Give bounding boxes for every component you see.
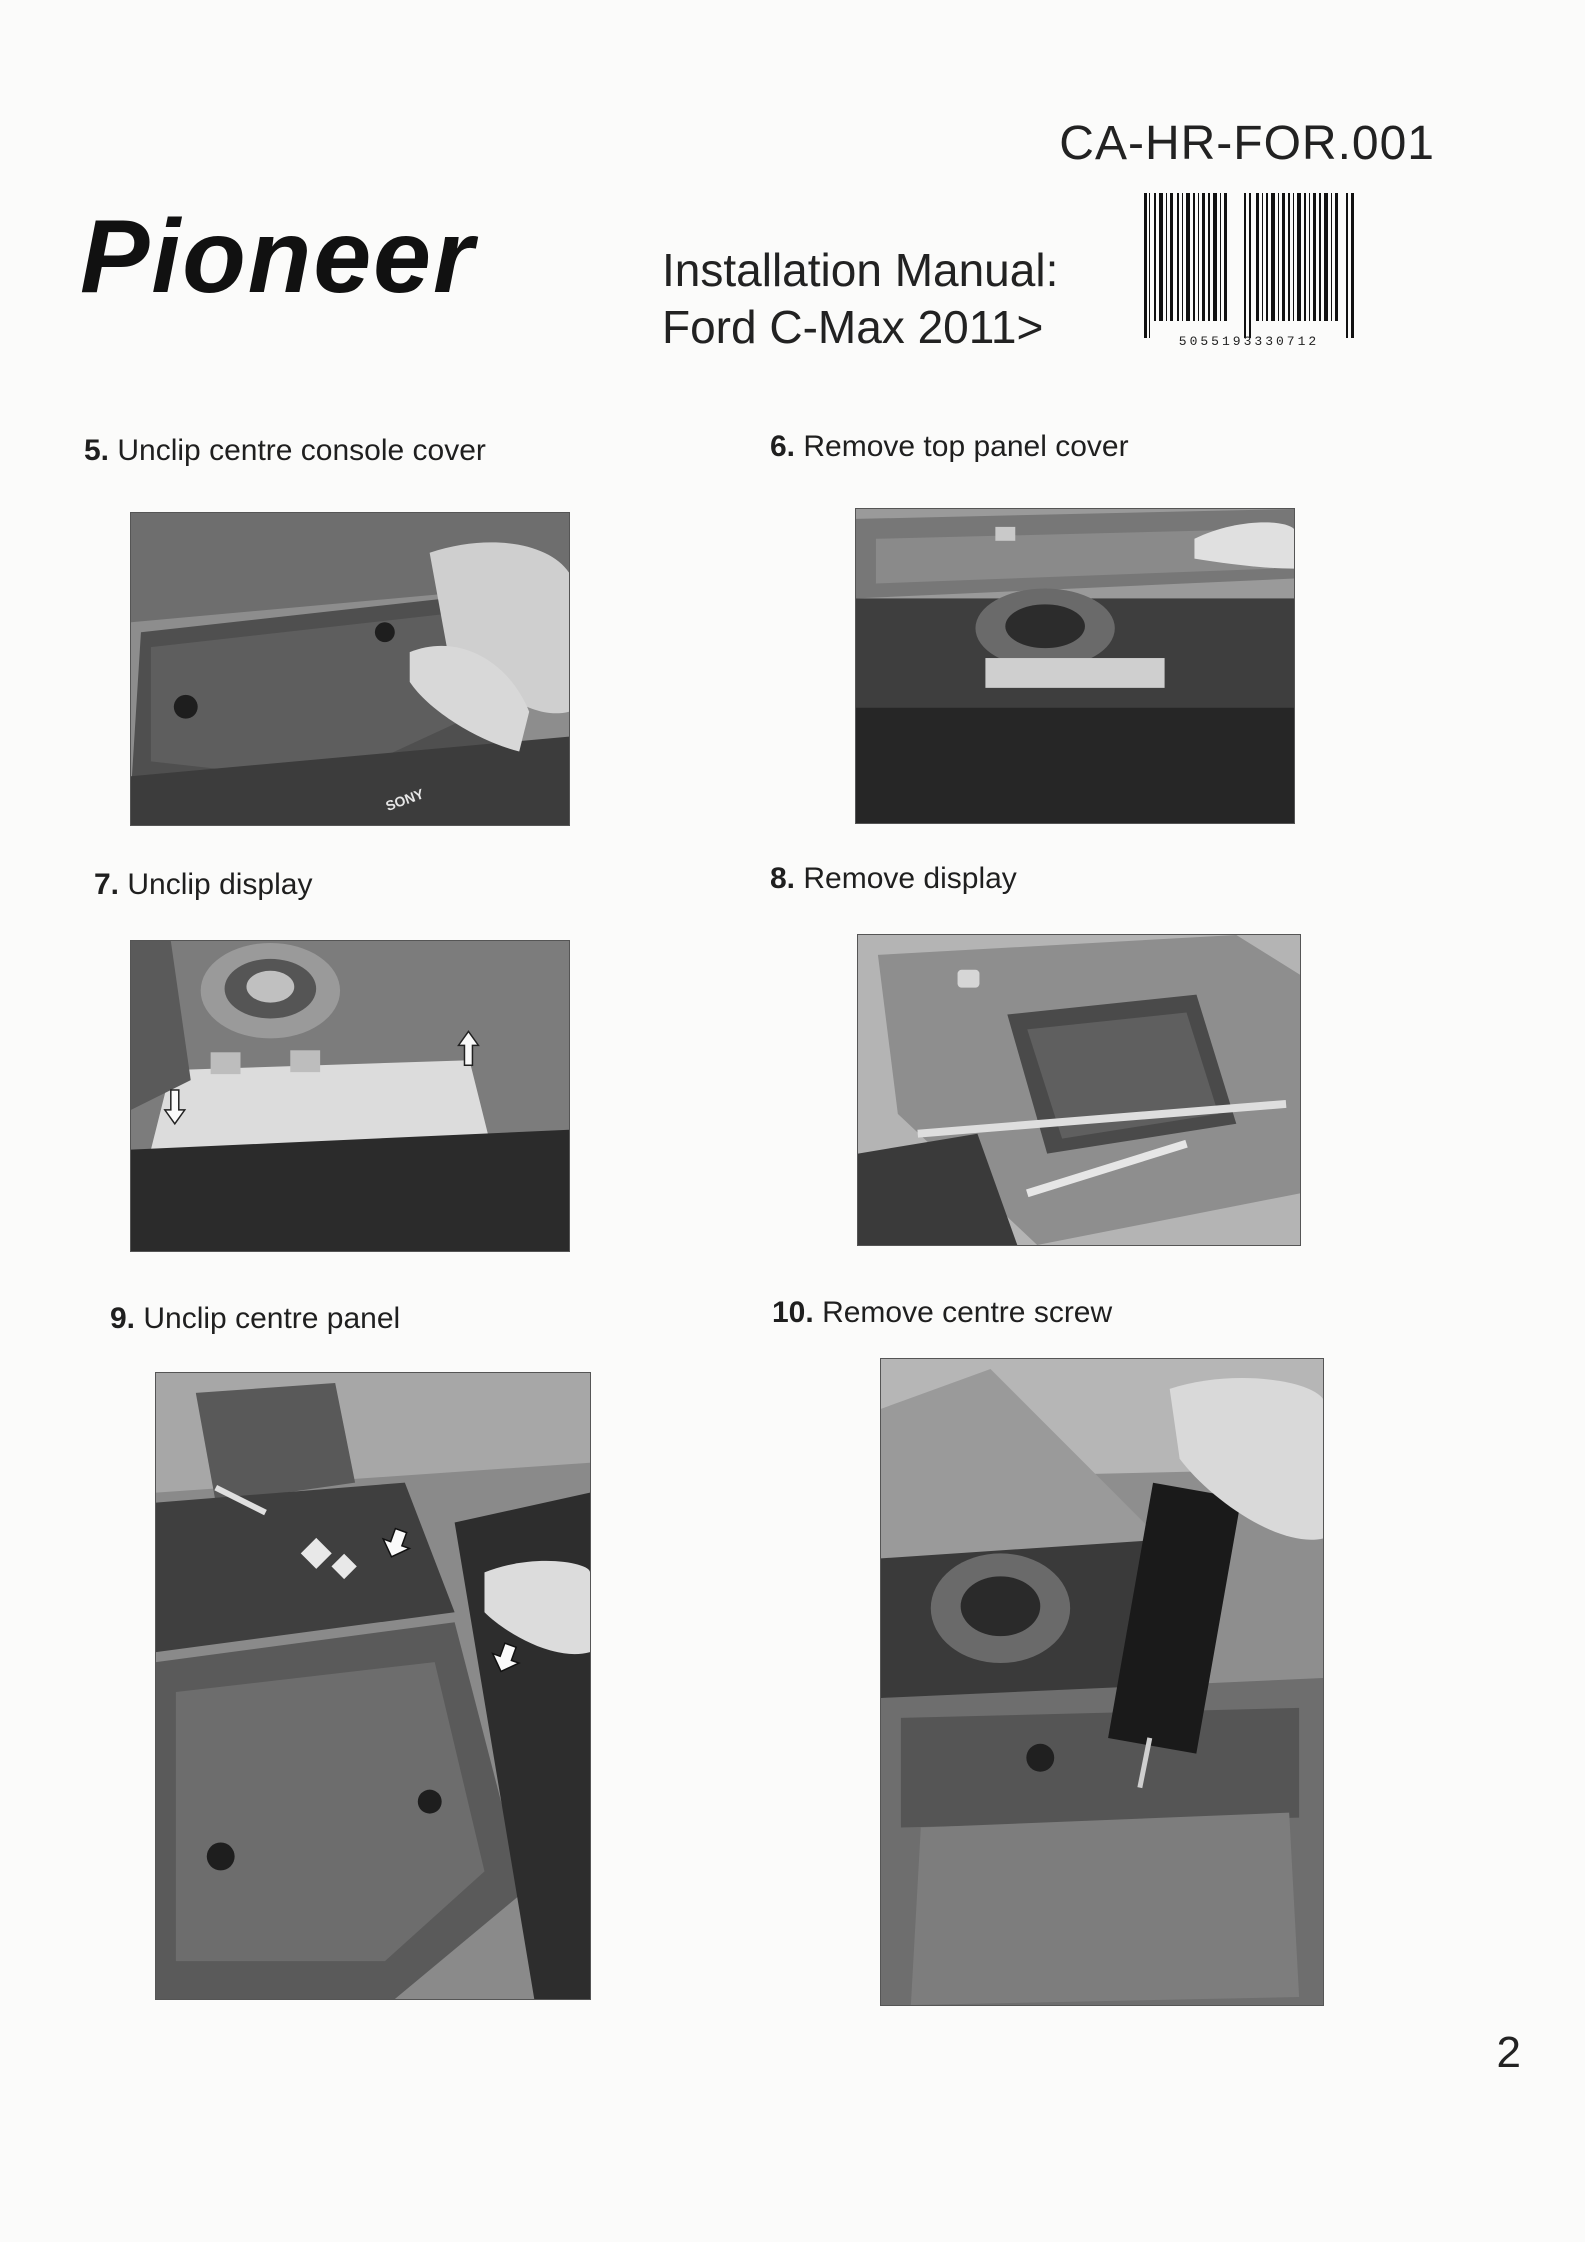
step-label: Remove centre screw: [822, 1296, 1113, 1329]
step-7-caption: [94, 868, 312, 902]
manual-title: Installation Manual:: [662, 244, 1059, 296]
step-8-caption: [770, 862, 1017, 896]
step-number: 5.: [84, 434, 110, 467]
barcode: [1140, 193, 1358, 353]
step-10-caption: [772, 1296, 1112, 1330]
svg-text:SONY: SONY: [383, 785, 426, 814]
step-number: 9.: [110, 1302, 136, 1335]
step-9-caption: [110, 1302, 400, 1336]
step-number: 8.: [770, 862, 796, 895]
page-number: 2: [1496, 2028, 1521, 2077]
document-code: CA-HR-FOR.001: [1059, 117, 1435, 170]
step-label: Unclip display: [127, 868, 313, 901]
step-6-photo: [855, 508, 1295, 824]
step-6-caption: [770, 430, 1129, 464]
svg-text:5055193330712: 5055193330712: [1178, 334, 1320, 349]
manual-subtitle: Ford C-Max 2011>: [662, 301, 1044, 353]
step-10-photo: [880, 1358, 1324, 2006]
step-number: 7.: [94, 868, 120, 901]
pioneer-logo: [76, 200, 616, 320]
svg-text:Pioneer: Pioneer: [80, 200, 476, 315]
step-5-caption: [84, 434, 486, 468]
step-7-photo: [130, 940, 570, 1252]
step-label: Unclip centre console cover: [117, 434, 486, 467]
step-number: 6.: [770, 430, 796, 463]
step-label: Unclip centre panel: [143, 1302, 401, 1335]
step-5-photo: [130, 512, 570, 826]
step-label: Remove display: [803, 862, 1017, 895]
step-9-photo: [155, 1372, 591, 2000]
step-8-photo: [857, 934, 1301, 1246]
step-number: 10.: [772, 1296, 814, 1329]
step-label: Remove top panel cover: [803, 430, 1129, 463]
